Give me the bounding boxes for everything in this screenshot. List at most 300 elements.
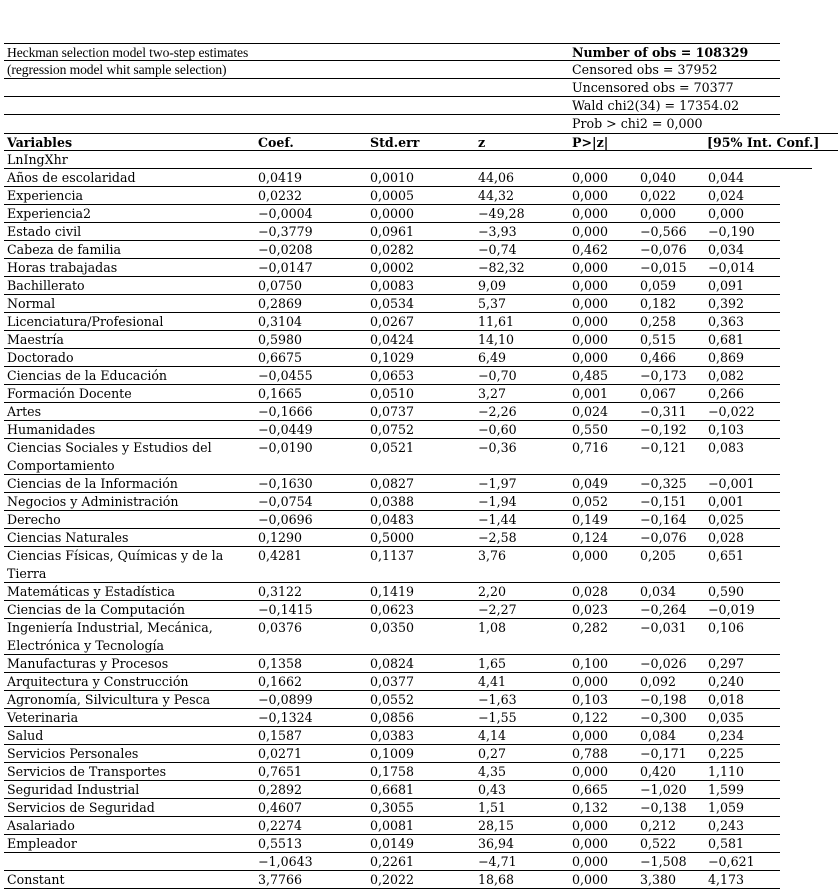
ci-lower: 0,212: [640, 818, 677, 833]
z-value: 44,06: [478, 170, 515, 185]
coef-value: 0,0750: [258, 278, 303, 293]
variable-name: Ciencias Sociales y Estudios del Comportamiento: [7, 440, 212, 473]
coef-value: −0,0696: [258, 512, 313, 527]
ci-upper: 0,106: [708, 620, 745, 635]
table-row: [4, 475, 780, 493]
variable-name: Experiencia: [7, 188, 84, 203]
p-value: 0,000: [572, 548, 609, 563]
z-value: −3,93: [478, 224, 517, 239]
table-row: [4, 277, 780, 295]
ci-upper: 0,234: [708, 728, 745, 743]
variable-name: Ciencias Naturales: [7, 530, 129, 545]
coef-value: 0,1665: [258, 386, 303, 401]
std-err-value: 0,1758: [370, 764, 415, 779]
table-row: [4, 871, 780, 889]
variable-name: Ciencias de la Información: [7, 476, 178, 491]
z-value: −2,26: [478, 404, 517, 419]
z-value: 4,14: [478, 728, 507, 743]
ci-upper: 0,035: [708, 710, 745, 725]
p-value: 0,000: [572, 836, 609, 851]
p-value: 0,000: [572, 872, 609, 887]
coef-value: −0,1666: [258, 404, 313, 419]
table-row: [4, 853, 780, 871]
table-row: [4, 511, 780, 529]
z-value: −82,32: [478, 260, 525, 275]
ci-upper: −0,621: [708, 854, 755, 869]
ci-upper: 1,059: [708, 800, 745, 815]
ci-lower: −0,015: [640, 260, 687, 275]
std-err-value: 0,0383: [370, 728, 415, 743]
variable-name: Manufacturas y Procesos: [7, 656, 169, 671]
ci-lower: 0,084: [640, 728, 677, 743]
table-row: [4, 241, 780, 259]
ci-upper: 1,599: [708, 782, 745, 797]
p-value: 0,788: [572, 746, 609, 761]
ci-lower: −0,264: [640, 602, 687, 617]
ci-upper: 0,001: [708, 494, 745, 509]
coef-value: −0,0754: [258, 494, 313, 509]
std-err-value: 0,0081: [370, 818, 415, 833]
z-value: 4,35: [478, 764, 507, 779]
std-err-value: 0,0824: [370, 656, 415, 671]
table-subtitle: (regression model whit sample selection): [7, 62, 227, 77]
p-value: 0,665: [572, 782, 609, 797]
col-std-err: Std.err: [370, 135, 420, 150]
col-confidence-interval: [95% Int. Conf.]: [707, 135, 820, 150]
table-row: [4, 493, 780, 511]
coef-value: −0,0190: [258, 440, 313, 455]
ci-lower: −0,138: [640, 800, 687, 815]
table-row: [4, 169, 780, 187]
ci-upper: 0,243: [708, 818, 745, 833]
z-value: 28,15: [478, 818, 515, 833]
p-value: 0,000: [572, 296, 609, 311]
std-err-value: 0,2261: [370, 854, 415, 869]
p-value: 0,000: [572, 278, 609, 293]
ci-upper: −0,022: [708, 404, 755, 419]
table-row: [4, 655, 780, 673]
variable-name: Matemáticas y Estadística: [7, 584, 176, 599]
variable-name: Servicios de Seguridad: [7, 800, 155, 815]
ci-upper: 0,024: [708, 188, 745, 203]
ci-lower: 0,205: [640, 548, 677, 563]
variable-name: Salud: [7, 728, 44, 743]
z-value: 4,41: [478, 674, 507, 689]
ci-lower: −0,198: [640, 692, 687, 707]
z-value: −1,63: [478, 692, 517, 707]
std-err-value: 0,0827: [370, 476, 415, 491]
variable-name: Agronomía, Silvicultura y Pesca: [7, 692, 211, 707]
std-err-value: 0,1009: [370, 746, 415, 761]
p-value: 0,001: [572, 386, 609, 401]
variable-name: Derecho: [7, 512, 61, 527]
coef-value: 3,7766: [258, 872, 303, 887]
variable-name: Ciencias de la Educación: [7, 368, 168, 383]
table-row: [4, 439, 780, 475]
coef-value: −0,0208: [258, 242, 313, 257]
z-value: 9,09: [478, 278, 507, 293]
z-value: −2,27: [478, 602, 517, 617]
table-row: [4, 691, 780, 709]
table-row: [4, 601, 780, 619]
p-value: 0,000: [572, 224, 609, 239]
p-value: 0,049: [572, 476, 609, 491]
p-value: 0,000: [572, 818, 609, 833]
coef-value: 0,1587: [258, 728, 303, 743]
table-row: [4, 673, 780, 691]
p-value: 0,052: [572, 494, 609, 509]
ci-upper: −0,014: [708, 260, 755, 275]
variable-name: Humanidades: [7, 422, 96, 437]
z-value: −1,97: [478, 476, 517, 491]
z-value: 3,27: [478, 386, 507, 401]
std-err-value: 0,0002: [370, 260, 415, 275]
ci-upper: 0,103: [708, 422, 745, 437]
ci-upper: 0,581: [708, 836, 745, 851]
ci-upper: 0,590: [708, 584, 745, 599]
coef-value: 0,0232: [258, 188, 303, 203]
ci-upper: −0,001: [708, 476, 755, 491]
ci-upper: 0,651: [708, 548, 745, 563]
p-value: 0,028: [572, 584, 609, 599]
coef-value: −0,0147: [258, 260, 313, 275]
p-value: 0,132: [572, 800, 609, 815]
p-value: 0,000: [572, 206, 609, 221]
table-row: [4, 367, 780, 385]
ci-upper: 4,173: [708, 872, 745, 887]
variable-name: Maestría: [7, 332, 64, 347]
p-value: 0,000: [572, 350, 609, 365]
std-err-value: 0,1137: [370, 548, 415, 563]
std-err-value: 0,0510: [370, 386, 415, 401]
z-value: 1,08: [478, 620, 507, 635]
col-variables: Variables: [7, 135, 73, 150]
table-row: [4, 349, 780, 367]
ci-lower: −0,031: [640, 620, 687, 635]
std-err-value: 0,6681: [370, 782, 415, 797]
z-value: 0,43: [478, 782, 507, 797]
ci-upper: 0,028: [708, 530, 745, 545]
ci-lower: −0,325: [640, 476, 687, 491]
coef-value: 0,6675: [258, 350, 303, 365]
coef-value: −0,0004: [258, 206, 313, 221]
col-z: z: [478, 135, 486, 150]
std-err-value: 0,0377: [370, 674, 415, 689]
p-value: 0,550: [572, 422, 609, 437]
variable-name: Negocios y Administración: [7, 494, 179, 509]
p-value: 0,122: [572, 710, 609, 725]
p-value: 0,000: [572, 764, 609, 779]
ci-lower: −1,508: [640, 854, 687, 869]
std-err-value: 0,2022: [370, 872, 415, 887]
ci-lower: 0,059: [640, 278, 677, 293]
ci-upper: 0,044: [708, 170, 745, 185]
table-row: [4, 835, 780, 853]
coef-value: 0,1662: [258, 674, 303, 689]
ci-lower: −0,164: [640, 512, 687, 527]
std-err-value: 0,0267: [370, 314, 415, 329]
coef-value: 0,0419: [258, 170, 303, 185]
z-value: −0,36: [478, 440, 517, 455]
std-err-value: 0,1419: [370, 584, 415, 599]
ci-upper: 0,091: [708, 278, 745, 293]
variable-name: Servicios de Transportes: [7, 764, 167, 779]
ci-lower: 0,515: [640, 332, 677, 347]
std-err-value: 0,0856: [370, 710, 415, 725]
z-value: 1,51: [478, 800, 507, 815]
std-err-value: 0,0752: [370, 422, 415, 437]
ci-lower: 0,040: [640, 170, 677, 185]
header-row-4: [4, 97, 780, 115]
table-body: [4, 169, 840, 889]
z-value: 11,61: [478, 314, 515, 329]
table-row: [4, 421, 780, 439]
std-err-value: 0,0388: [370, 494, 415, 509]
table-row: [4, 583, 780, 601]
z-value: 18,68: [478, 872, 515, 887]
z-value: 1,65: [478, 656, 507, 671]
std-err-value: 0,0424: [370, 332, 415, 347]
p-value: 0,716: [572, 440, 609, 455]
ci-upper: −0,190: [708, 224, 755, 239]
column-header-row: [4, 133, 838, 151]
p-value: 0,000: [572, 728, 609, 743]
coef-value: 0,5980: [258, 332, 303, 347]
header-row-5: [4, 115, 780, 133]
p-value: 0,124: [572, 530, 609, 545]
std-err-value: 0,0483: [370, 512, 415, 527]
ci-lower: −0,076: [640, 530, 687, 545]
table-row: [4, 331, 780, 349]
p-value: 0,000: [572, 332, 609, 347]
table-row: [4, 385, 780, 403]
coef-value: −0,0899: [258, 692, 313, 707]
variable-name: Formación Docente: [7, 386, 132, 401]
z-value: −1,94: [478, 494, 517, 509]
table-row: [4, 817, 780, 835]
z-value: 14,10: [478, 332, 515, 347]
table-row: [4, 223, 780, 241]
ci-lower: 0,182: [640, 296, 677, 311]
dependent-variable: LnIngXhr: [7, 152, 68, 167]
ci-lower: −0,026: [640, 656, 687, 671]
header-row-2: [4, 61, 780, 79]
z-value: 0,27: [478, 746, 507, 761]
coef-value: −0,0455: [258, 368, 313, 383]
ci-upper: 0,000: [708, 206, 745, 221]
variable-name: Doctorado: [7, 350, 74, 365]
std-err-value: 0,0083: [370, 278, 415, 293]
ci-lower: −0,311: [640, 404, 687, 419]
ci-upper: 0,297: [708, 656, 745, 671]
ci-upper: 0,083: [708, 440, 745, 455]
p-value: 0,024: [572, 404, 609, 419]
z-value: −49,28: [478, 206, 525, 221]
ci-upper: 0,240: [708, 674, 745, 689]
variable-name: Años de escolaridad: [7, 170, 136, 185]
coef-value: −0,1415: [258, 602, 313, 617]
number-of-obs: Number of obs = 108329: [572, 45, 749, 60]
z-value: −1,44: [478, 512, 517, 527]
table-row: [4, 403, 780, 421]
table-row: [4, 547, 780, 583]
ci-upper: 0,225: [708, 746, 745, 761]
z-value: −0,70: [478, 368, 517, 383]
ci-lower: −0,151: [640, 494, 687, 509]
coef-value: 0,1358: [258, 656, 303, 671]
coef-value: 0,7651: [258, 764, 303, 779]
coef-value: 0,0271: [258, 746, 303, 761]
ci-lower: −0,121: [640, 440, 687, 455]
variable-name: Veterinaria: [7, 710, 79, 725]
ci-lower: 0,258: [640, 314, 677, 329]
coef-value: 0,3104: [258, 314, 303, 329]
p-value: 0,149: [572, 512, 609, 527]
col-coef: Coef.: [258, 135, 294, 150]
std-err-value: 0,1029: [370, 350, 415, 365]
coef-value: 0,2892: [258, 782, 303, 797]
variable-name: Experiencia2: [7, 206, 92, 221]
col-p-value: P>|z|: [572, 135, 609, 150]
table-row: [4, 745, 780, 763]
variable-name: Empleador: [7, 836, 77, 851]
table-row: [4, 205, 780, 223]
table-row: [4, 619, 780, 655]
std-err-value: 0,0005: [370, 188, 415, 203]
ci-lower: −0,171: [640, 746, 687, 761]
ci-upper: −0,019: [708, 602, 755, 617]
ci-lower: 0,067: [640, 386, 677, 401]
ci-lower: 0,092: [640, 674, 677, 689]
dependent-variable-row: [4, 151, 812, 169]
variable-name: Estado civil: [7, 224, 82, 239]
ci-lower: 3,380: [640, 872, 677, 887]
p-value: 0,000: [572, 260, 609, 275]
variable-name: Servicios Personales: [7, 746, 139, 761]
ci-lower: −1,020: [640, 782, 687, 797]
variable-name: Cabeza de familia: [7, 242, 122, 257]
coef-value: −0,1324: [258, 710, 313, 725]
p-value: 0,000: [572, 674, 609, 689]
ci-lower: −0,300: [640, 710, 687, 725]
p-value: 0,462: [572, 242, 609, 257]
std-err-value: 0,0010: [370, 170, 415, 185]
ci-upper: 0,869: [708, 350, 745, 365]
censored-obs: Censored obs = 37952: [572, 62, 718, 77]
ci-lower: 0,420: [640, 764, 677, 779]
ci-lower: −0,566: [640, 224, 687, 239]
std-err-value: 0,0552: [370, 692, 415, 707]
wald-chi2: Wald chi2(34) = 17354.02: [572, 98, 740, 113]
p-value: 0,000: [572, 314, 609, 329]
header-row-3: [4, 79, 780, 97]
std-err-value: 0,5000: [370, 530, 415, 545]
ci-upper: 0,266: [708, 386, 745, 401]
ci-upper: 0,681: [708, 332, 745, 347]
std-err-value: 0,0623: [370, 602, 415, 617]
coef-value: −0,1630: [258, 476, 313, 491]
table-row: [4, 529, 780, 547]
ci-upper: 0,392: [708, 296, 745, 311]
variable-name: Constant: [7, 872, 65, 887]
header-row-1: [4, 43, 780, 61]
coef-value: 0,2869: [258, 296, 303, 311]
coef-value: 0,0376: [258, 620, 303, 635]
uncensored-obs: Uncensored obs = 70377: [572, 80, 734, 95]
ci-upper: 0,025: [708, 512, 745, 527]
coef-value: 0,1290: [258, 530, 303, 545]
p-value: 0,282: [572, 620, 609, 635]
ci-upper: 1,110: [708, 764, 745, 779]
std-err-value: 0,0149: [370, 836, 415, 851]
p-value: 0,000: [572, 854, 609, 869]
z-value: 44,32: [478, 188, 515, 203]
std-err-value: 0,0521: [370, 440, 415, 455]
variable-name: Seguridad Industrial: [7, 782, 140, 797]
variable-name: Horas trabajadas: [7, 260, 118, 275]
variable-name: Ciencias Físicas, Químicas y de la Tierra: [7, 548, 224, 581]
std-err-value: 0,3055: [370, 800, 415, 815]
variable-name: Bachillerato: [7, 278, 85, 293]
z-value: 6,49: [478, 350, 507, 365]
std-err-value: 0,0282: [370, 242, 415, 257]
ci-upper: 0,082: [708, 368, 745, 383]
z-value: 2,20: [478, 584, 507, 599]
coef-value: −1,0643: [258, 854, 313, 869]
ci-lower: −0,192: [640, 422, 687, 437]
p-value: 0,103: [572, 692, 609, 707]
ci-upper: 0,034: [708, 242, 745, 257]
ci-upper: 0,018: [708, 692, 745, 707]
ci-upper: 0,363: [708, 314, 745, 329]
table-row: [4, 187, 780, 205]
std-err-value: 0,0653: [370, 368, 415, 383]
coef-value: 0,2274: [258, 818, 303, 833]
p-value: 0,000: [572, 170, 609, 185]
prob-chi2: Prob > chi2 = 0,000: [572, 116, 703, 131]
table-row: [4, 259, 780, 277]
table-row: [4, 781, 780, 799]
ci-lower: 0,522: [640, 836, 677, 851]
std-err-value: 0,0961: [370, 224, 415, 239]
table-row: [4, 295, 780, 313]
z-value: 36,94: [478, 836, 515, 851]
coef-value: −0,3779: [258, 224, 313, 239]
coef-value: 0,4281: [258, 548, 303, 563]
variable-name: Normal: [7, 296, 56, 311]
z-value: −1,55: [478, 710, 517, 725]
p-value: 0,100: [572, 656, 609, 671]
table-row: [4, 709, 780, 727]
ci-lower: 0,000: [640, 206, 677, 221]
p-value: 0,023: [572, 602, 609, 617]
variable-name: Asalariado: [7, 818, 75, 833]
coef-value: 0,4607: [258, 800, 303, 815]
table-row: [4, 313, 780, 331]
z-value: 3,76: [478, 548, 507, 563]
variable-name: Licenciatura/Profesional: [7, 314, 164, 329]
table-row: [4, 763, 780, 781]
std-err-value: 0,0350: [370, 620, 415, 635]
std-err-value: 0,0534: [370, 296, 415, 311]
regression-table: [4, 43, 840, 889]
variable-name: Arquitectura y Construcción: [7, 674, 189, 689]
variable-name: Ciencias de la Computación: [7, 602, 186, 617]
coef-value: −0,0449: [258, 422, 313, 437]
table-row: [4, 727, 780, 745]
coef-value: 0,5513: [258, 836, 303, 851]
ci-lower: 0,034: [640, 584, 677, 599]
